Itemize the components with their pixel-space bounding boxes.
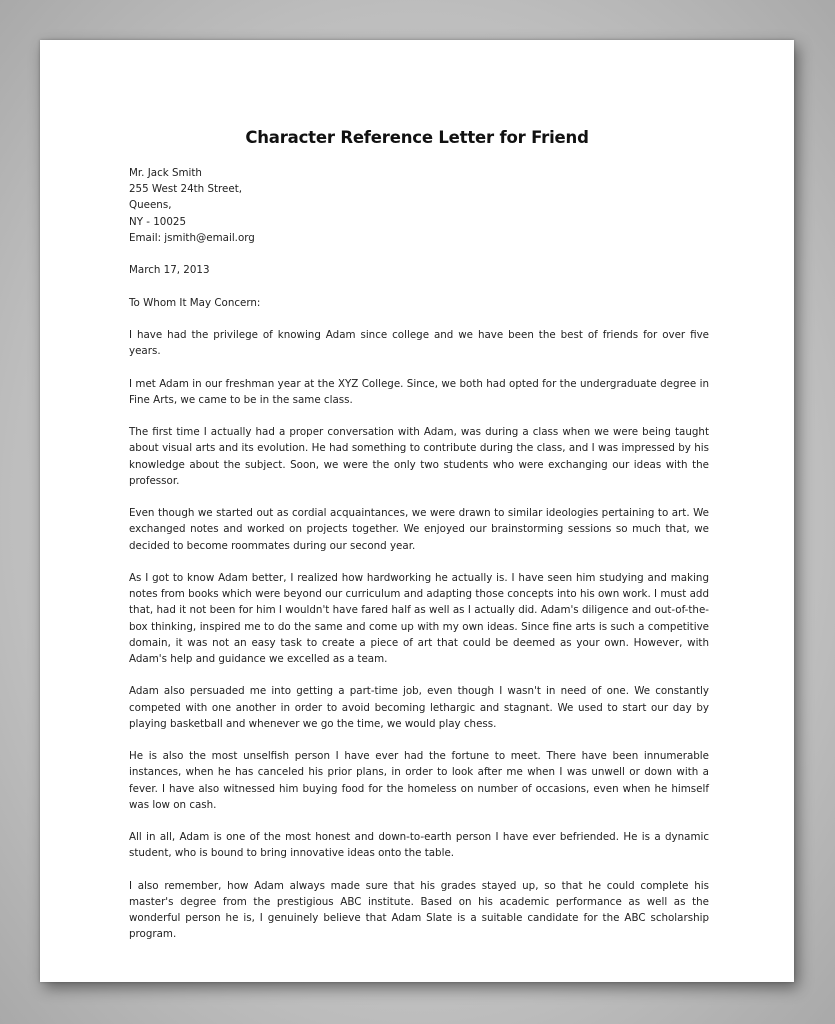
letter-salutation: To Whom It May Concern: — [129, 296, 261, 309]
paragraph: I also remember, how Adam always made sure that his grades stayed up, so that he could complete his master's degree from the prestigious ABC institute. Based on his academic performance as well as the wonderful person he is, I genuinely believe that Adam Slate is a suitable candidate for the ABC scholarship program. — [129, 879, 709, 941]
paragraph: He is also the most unselfish person I have ever had the fortune to meet. There have been innumerable instances, when he has canceled his prior plans, in order to look after me when I was unwell or down with a fever. I have also witnessed him buying food for the homeless on number of occasions, even when he himself was low on cash. — [129, 750, 709, 811]
address-email: Email: jsmith@email.org — [129, 231, 255, 244]
paragraph: The first time I actually had a proper conversation with Adam, was during a class when we were being taught about visual arts and its evolution. He had something to contribute during the class, and I was impressed by his knowledge about the subject. Soon, we were the only two students who were exchanging our ideas with the professor. — [129, 426, 709, 487]
paragraph: Adam also persuaded me into getting a part-time job, even though I wasn't in need of one. We constantly competed with one another in order to avoid becoming lethargic and stagnant. We used to start our day by playing basketball and whenever we go the time, we would play chess. — [129, 685, 709, 730]
letter-body — [129, 165, 709, 959]
paragraph: As I got to know Adam better, I realized how hardworking he actually is. I have seen him studying and making notes from books which were beyond our curriculum and adapting those concepts into his own work. I must add that, had it not been for him I wouldn't have fared half as well as I actually did. Adam's diligence and out-of-the-box thinking, inspired me to do the same and come up with my own ideas. Since fine arts is such a competitive domain, it was not an easy task to create a piece of art that could be deemed as your own. However, with Adam's help and guidance we excelled as a team. — [129, 571, 709, 665]
letter-title: Character Reference Letter for Friend — [245, 128, 589, 147]
paragraph: I met Adam in our freshman year at the XYZ College. Since, we both had opted for the undergraduate degree in Fine Arts, we came to be in the same class. — [129, 377, 709, 406]
paragraph: Even though we started out as cordial acquaintances, we were drawn to similar ideologies pertaining to art. We exchanged notes and worked on projects together. We enjoyed our brainstorming sessions so much that, we decided to become roommates during our second year. — [129, 507, 709, 552]
paragraph: All in all, Adam is one of the most honest and down-to-earth person I have ever befriended. He is a dynamic student, who is bound to bring innovative ideas onto the table. — [129, 831, 709, 860]
paragraph: I have had the privilege of knowing Adam since college and we have been the best of friends for over five years. — [129, 328, 709, 358]
letter-date: March 17, 2013 — [129, 264, 210, 277]
address-name: Mr. Jack Smith — [129, 167, 202, 179]
address-street: 255 West 24th Street, — [129, 183, 243, 196]
address-state-zip: NY - 10025 — [129, 215, 187, 228]
document-page — [40, 40, 794, 982]
address-city: Queens, — [129, 199, 172, 212]
sender-address — [129, 165, 709, 246]
